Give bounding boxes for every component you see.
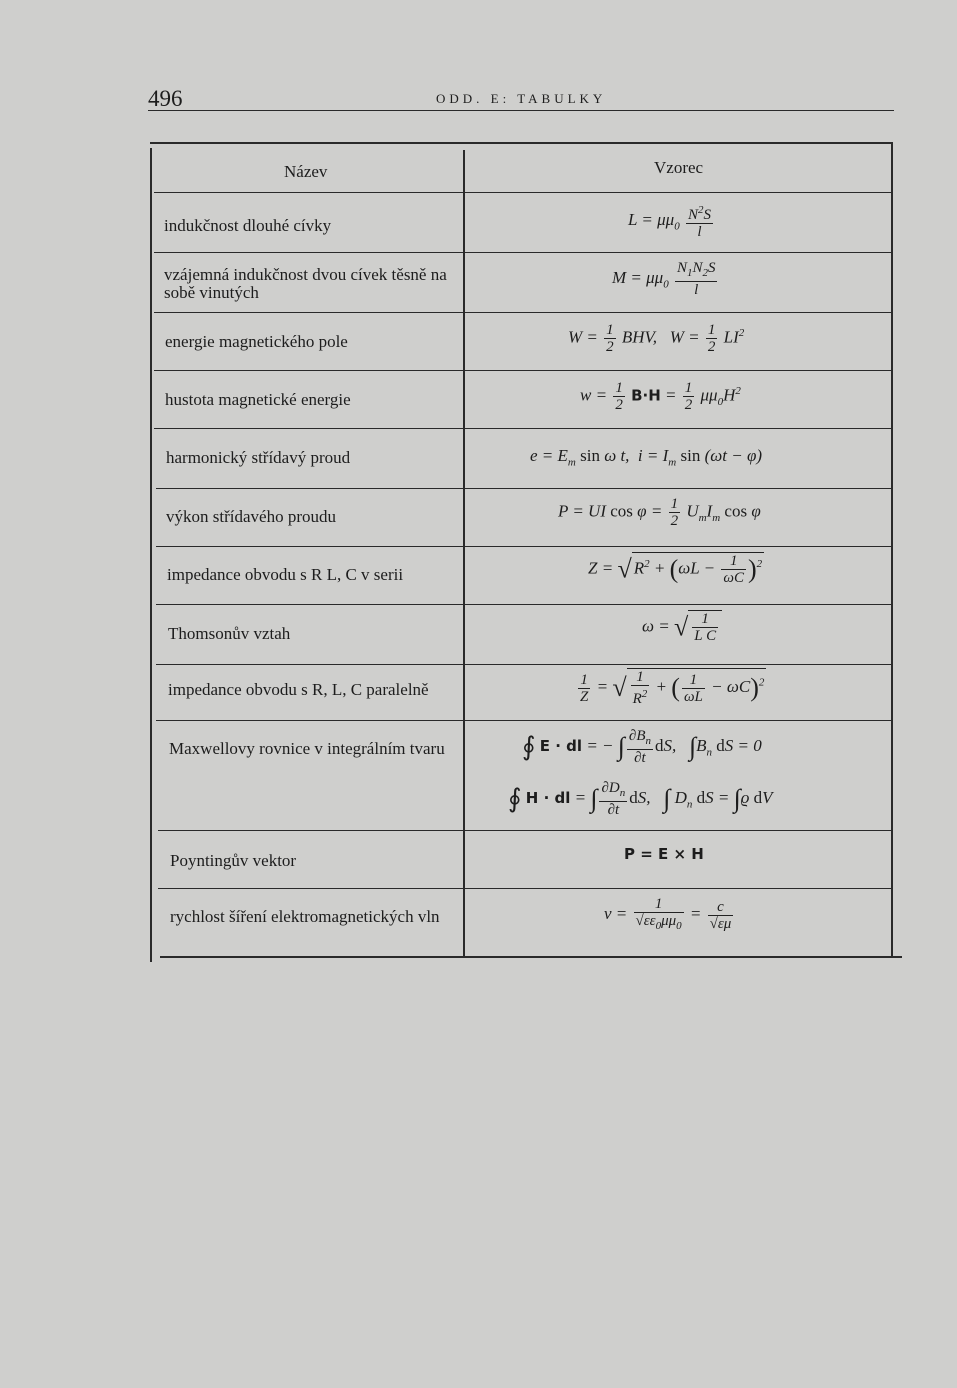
- row-name: Poyntingův vektor: [170, 851, 297, 870]
- formula-ac-power: P = UI cos φ = $\frac{1}{2}$ $U_mI_m$ cos φ: [558, 496, 761, 529]
- formula-maxwell-2: ∮ H · dl = ∫ $\frac{\partial D_n}{\partial t}$ dS, ∫ $D_n$ dS = ∫ϱ dV: [508, 780, 773, 818]
- row-separator: [154, 370, 892, 371]
- row-separator: [154, 252, 892, 253]
- row-name: impedance obvodu s R, L, C paralelně: [168, 680, 429, 699]
- row-separator: [158, 830, 892, 831]
- row-separator: [156, 720, 892, 721]
- formula-poynting: P = E × H: [624, 845, 704, 863]
- row-name: Thomsonův vztah: [168, 624, 291, 643]
- row-name: indukčnost dlouhé cívky: [164, 216, 332, 235]
- table-right-border: [891, 142, 893, 956]
- column-header-formula: Vzorec: [654, 158, 704, 177]
- row-separator: [156, 604, 892, 605]
- page-header: [148, 86, 894, 114]
- row-name: rychlost šíření elektromagnetických vln: [170, 907, 440, 926]
- formula-series-impedance: Z = √ $R^2 + (\omega L$ − $\frac{1}{\omega C}$ )$^2$: [588, 553, 763, 586]
- formula-thomson: ω = √ $\frac{1}{\text{L C}}$: [642, 610, 722, 644]
- table-left-border: [150, 148, 152, 962]
- column-header-name: Název: [284, 162, 328, 181]
- row-separator: [154, 312, 892, 313]
- formula-field-energy: W = $\frac{1}{2}$ BHV, W = $\frac{1}{2}$ $LI^2$: [568, 322, 745, 355]
- row-name: Maxwellovy rovnice v integrálním tvaru: [169, 739, 445, 758]
- formula-energy-density: w = $\frac{1}{2}$ B·H = $\frac{1}{2}$ $\mu\mu_0H^2$: [580, 380, 741, 413]
- row-separator: [156, 488, 892, 489]
- row-name: impedance obvodu s R L, C v serii: [167, 565, 404, 584]
- row-separator: [154, 428, 892, 429]
- formula-parallel-impedance: $\frac{1}{Z}$ = √ $\frac{1}{R^2}$ + ( $\frac{1}{\omega L}$ − ωC)$^2$: [580, 669, 765, 707]
- row-separator: [154, 192, 892, 193]
- row-name: hustota magnetické energie: [165, 390, 351, 409]
- row-name: výkon střídavého proudu: [166, 507, 336, 526]
- formula-mutual-inductance: $M = \mu\mu_0$ $\frac{N_1N_2S}{l}$: [612, 260, 716, 298]
- table-top-border: [150, 142, 892, 144]
- formula-long-coil: $L = \mu\mu_0$ $\frac{N^2S}{l}$: [628, 204, 711, 240]
- header-rule: [148, 110, 894, 111]
- column-divider: [463, 150, 465, 956]
- formula-alternating-current: $e = E_m$ sin ω t, $i = I_m$ sin (ωt − φ): [530, 446, 763, 469]
- formula-maxwell-1: ∮ E · dl = − ∫ $\frac{\partial B_n}{\partial t}$ dS, $\int B_n$ dS = 0: [522, 728, 762, 766]
- row-name: vzájemná indukčnost dvou cívek těsně na sobě vinutých: [164, 265, 447, 302]
- formula-table: [150, 140, 906, 962]
- row-separator: [156, 546, 892, 547]
- row-separator: [156, 664, 892, 665]
- row-name: harmonický střídavý proud: [166, 448, 351, 467]
- row-name: energie magnetického pole: [165, 332, 348, 351]
- running-head: ODD. E: TABULKY: [436, 91, 607, 106]
- page-number: 496: [148, 86, 183, 111]
- table-bottom-border: [160, 956, 902, 958]
- formula-wave-speed: v = $\frac{1}{√\varepsilon\varepsilon_0\mu\mu_0}$ = $\frac{c}{√\varepsilon\mu}$: [604, 896, 732, 932]
- row-separator: [158, 888, 892, 889]
